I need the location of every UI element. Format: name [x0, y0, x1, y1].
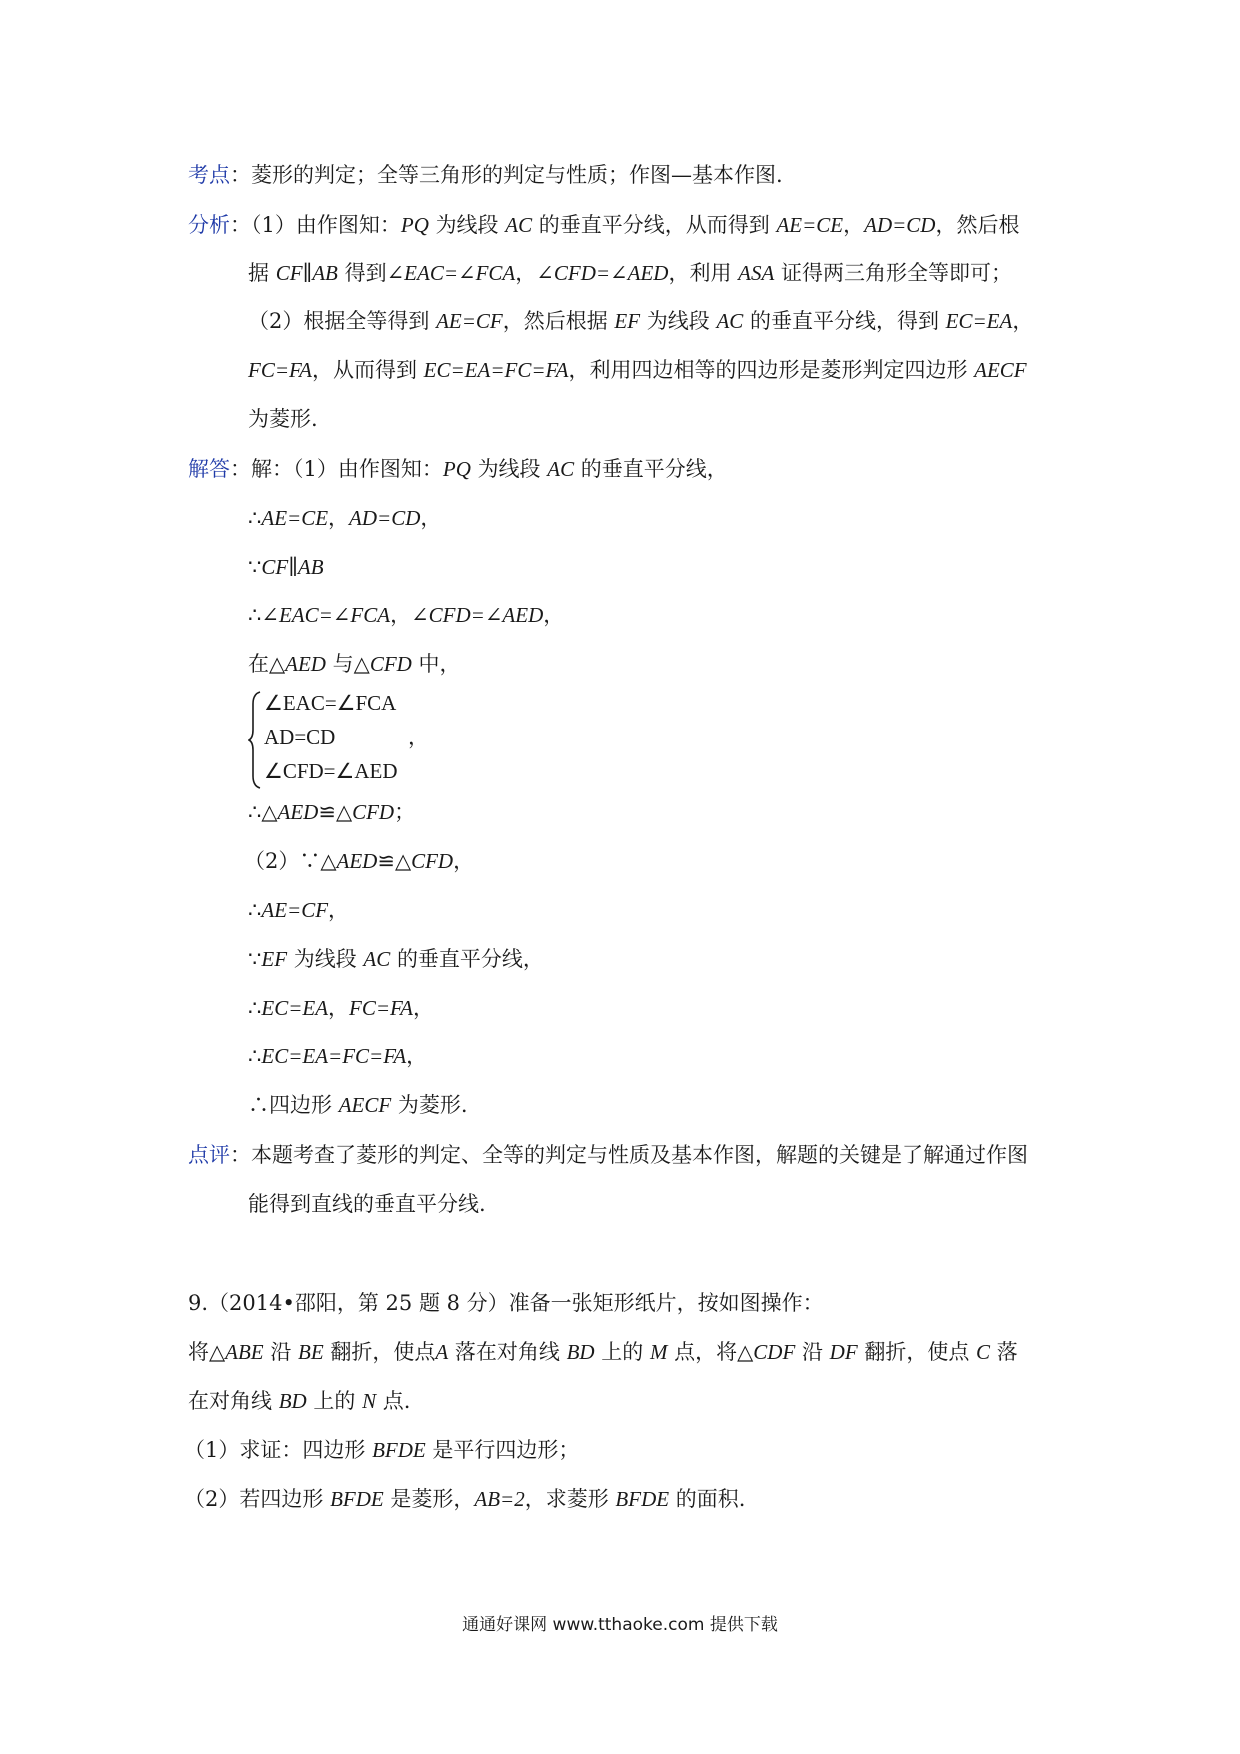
- text-fragment: 沿: [801, 1340, 823, 1364]
- text-fragment: （2）若四边形: [184, 1487, 324, 1511]
- dianping-label: 点评: [188, 1143, 230, 1167]
- text-fragment: 在△: [248, 652, 286, 676]
- text-fragment: ：本题考查了菱形的判定、全等的判定与性质及基本作图，解题的关键是了解通过作图: [230, 1143, 1028, 1167]
- text-fragment: ∴: [248, 1044, 262, 1068]
- jieda-line-9: [248, 944, 544, 974]
- text-fragment: 的垂直平分线，从而得到: [538, 213, 770, 237]
- text-fragment: 能得到直线的垂直平分线.: [248, 1192, 486, 1216]
- fenxi-line-4: [248, 355, 1027, 385]
- text-fragment: ∵: [248, 555, 262, 579]
- text-fragment: 为线段: [293, 947, 357, 971]
- text-fragment: CF∥AB: [261, 555, 324, 579]
- text-fragment: ，然后根据: [502, 309, 608, 333]
- text-fragment: CFD: [369, 652, 412, 676]
- fenxi-line-3: [248, 306, 1033, 336]
- text-fragment: EC=EA=FC=FA: [423, 358, 569, 382]
- text-fragment: ，: [843, 213, 865, 237]
- text-fragment: AD=CD: [864, 213, 936, 237]
- text-fragment: ，: [543, 603, 565, 627]
- text-fragment: ；: [394, 800, 416, 824]
- jieda-line-2: [248, 503, 441, 533]
- equation-system: [248, 690, 448, 790]
- text-fragment: 的垂直平分线，得到: [749, 309, 939, 333]
- text-fragment: BFDE: [372, 1438, 426, 1462]
- text-fragment: 的垂直平分线，: [580, 457, 728, 481]
- text-fragment: AECF: [974, 358, 1027, 382]
- text-fragment: 上的: [601, 1340, 644, 1364]
- text-fragment: EC=EA: [945, 309, 1013, 333]
- text-fragment: ，: [413, 996, 435, 1020]
- equation-row-3: ∠CFD=∠AED: [264, 759, 398, 783]
- text-fragment: （2）根据全等得到: [248, 309, 430, 333]
- text-fragment: 中，: [418, 652, 461, 676]
- equation-comma: ，: [408, 725, 429, 749]
- dianping-line-2: [248, 1189, 486, 1219]
- text-fragment: ∴: [248, 996, 262, 1020]
- text-fragment: C: [976, 1340, 991, 1364]
- jieda-line-7: [244, 846, 474, 876]
- text-fragment: ，: [328, 506, 350, 530]
- text-fragment: ，: [420, 506, 442, 530]
- problem9-line-2: [188, 1337, 1018, 1367]
- text-fragment: ，: [453, 849, 475, 873]
- text-fragment: EC=EA: [261, 996, 329, 1020]
- text-fragment: 将△: [188, 1340, 226, 1364]
- text-fragment: ，然后根: [935, 213, 1020, 237]
- text-fragment: AE=CE: [261, 506, 329, 530]
- text-fragment: ，: [390, 603, 412, 627]
- text-fragment: ：菱形的判定；全等三角形的判定与性质；作图—基本作图.: [230, 163, 783, 187]
- kaodian-label: 考点: [188, 163, 230, 187]
- text-fragment: ASA: [738, 261, 775, 285]
- jieda-line-5: [248, 649, 461, 679]
- text-fragment: 为线段: [646, 309, 710, 333]
- fenxi-line-2: [248, 258, 1012, 288]
- text-fragment: EC=EA=FC=FA: [261, 1044, 407, 1068]
- text-fragment: AB=2: [474, 1487, 525, 1511]
- text-fragment: ，: [515, 261, 537, 285]
- text-fragment: ，从而得到: [311, 358, 417, 382]
- text-fragment: 是菱形，: [390, 1487, 475, 1511]
- text-fragment: ∠CFD=∠AED: [411, 603, 544, 627]
- dianping-line-1: [188, 1140, 1028, 1170]
- jieda-line-4: [248, 600, 564, 630]
- jieda-label: 解答: [188, 457, 230, 481]
- problem9-line-5: [184, 1484, 745, 1514]
- text-fragment: ∴: [248, 603, 262, 627]
- text-fragment: 点.: [382, 1389, 411, 1413]
- text-fragment: 的面积.: [675, 1487, 746, 1511]
- text-fragment: 为菱形.: [397, 1093, 468, 1117]
- text-fragment: AC: [716, 309, 744, 333]
- text-fragment: 为线段: [435, 213, 499, 237]
- problem9-line-1: [188, 1288, 824, 1318]
- text-fragment: ，利用四边相等的四边形是菱形判定四边形: [568, 358, 968, 382]
- text-fragment: ≌△: [377, 849, 412, 873]
- text-fragment: ∠EAC=∠FCA: [261, 603, 391, 627]
- text-fragment: 是平行四边形；: [432, 1438, 580, 1462]
- jieda-line-3: [248, 552, 324, 582]
- text-fragment: 为线段: [477, 457, 541, 481]
- text-fragment: 为菱形.: [248, 407, 318, 431]
- jieda-line-11: [248, 1041, 427, 1071]
- text-fragment: 沿: [270, 1340, 292, 1364]
- text-fragment: AE=CF: [436, 309, 503, 333]
- text-fragment: AE=CF: [261, 898, 329, 922]
- text-fragment: AC: [505, 213, 533, 237]
- jieda-line-8: [248, 895, 349, 925]
- text-fragment: （2）∵△: [244, 849, 337, 873]
- text-fragment: ∠CFD=∠AED: [536, 261, 669, 285]
- text-fragment: ：解：（1）由作图知：: [230, 457, 443, 481]
- text-fragment: AED: [277, 800, 319, 824]
- text-fragment: AC: [363, 947, 391, 971]
- text-fragment: 在对角线: [188, 1389, 272, 1413]
- fenxi-line-5: [248, 404, 318, 434]
- equation-row-1: ∠EAC=∠FCA: [264, 691, 397, 715]
- text-fragment: 翻折，使点: [330, 1340, 436, 1364]
- jieda-line-10: [248, 993, 434, 1023]
- text-fragment: AED: [336, 849, 378, 873]
- text-fragment: （1）求证：四边形: [184, 1438, 366, 1462]
- jieda-line-6: [248, 797, 415, 827]
- text-fragment: 上的: [313, 1389, 356, 1413]
- text-fragment: BE: [298, 1340, 324, 1364]
- text-fragment: ，求菱形: [524, 1487, 609, 1511]
- problem9-line-4: [184, 1435, 579, 1465]
- fenxi-label: 分析: [188, 213, 230, 237]
- text-fragment: 点，将△: [674, 1340, 754, 1364]
- kaodian-line: [188, 160, 783, 190]
- text-fragment: 的垂直平分线，: [396, 947, 544, 971]
- text-fragment: ≌△: [318, 800, 353, 824]
- fenxi-line-1: [188, 210, 1019, 240]
- text-fragment: ∴: [248, 898, 262, 922]
- text-fragment: ABE: [225, 1340, 264, 1364]
- text-fragment: 据: [248, 261, 269, 285]
- text-fragment: AECF: [338, 1093, 392, 1117]
- text-fragment: FC=FA: [349, 996, 414, 1020]
- text-fragment: A: [435, 1340, 449, 1364]
- text-fragment: 得到: [344, 261, 387, 285]
- text-fragment: CDF: [753, 1340, 796, 1364]
- problem9-line-3: [188, 1386, 410, 1416]
- text-fragment: ，: [328, 898, 350, 922]
- text-fragment: ，: [328, 996, 350, 1020]
- text-fragment: EF: [261, 947, 288, 971]
- text-fragment: ∴四边形: [248, 1093, 332, 1117]
- text-fragment: FC=FA: [248, 358, 312, 382]
- text-fragment: DF: [829, 1340, 858, 1364]
- jieda-line-1: [188, 454, 728, 484]
- text-fragment: M: [649, 1340, 668, 1364]
- text-fragment: CF∥AB: [275, 261, 338, 285]
- text-fragment: AED: [285, 652, 326, 676]
- text-fragment: AC: [547, 457, 575, 481]
- text-fragment: ∴: [248, 506, 262, 530]
- text-fragment: BFDE: [615, 1487, 670, 1511]
- text-fragment: 与△: [332, 652, 370, 676]
- text-fragment: PQ: [442, 457, 471, 481]
- text-fragment: PQ: [400, 213, 429, 237]
- text-fragment: AE=CE: [776, 213, 844, 237]
- text-fragment: ，: [406, 1044, 428, 1068]
- text-fragment: AD=CD: [349, 506, 421, 530]
- text-fragment: 9.（2014•邵阳，第 25 题 8 分）准备一张矩形纸片，按如图操作：: [188, 1291, 824, 1315]
- text-fragment: BD: [566, 1340, 595, 1364]
- text-fragment: BFDE: [330, 1487, 384, 1511]
- text-fragment: CFD: [411, 849, 454, 873]
- text-fragment: ，利用: [668, 261, 732, 285]
- text-fragment: EF: [614, 309, 641, 333]
- text-fragment: 证得两三角形全等即可；: [780, 261, 1012, 285]
- equation-row-2: AD=CD: [264, 725, 336, 749]
- text-fragment: ∵: [248, 947, 262, 971]
- text-fragment: 翻折，使点: [864, 1340, 970, 1364]
- text-fragment: BD: [278, 1389, 307, 1413]
- left-brace: [248, 690, 262, 790]
- jieda-line-12: [248, 1090, 468, 1120]
- text-fragment: CFD: [352, 800, 395, 824]
- text-fragment: 落在对角线: [454, 1340, 560, 1364]
- text-fragment: N: [362, 1389, 377, 1413]
- text-fragment: 落: [996, 1340, 1018, 1364]
- text-fragment: ∠EAC=∠FCA: [386, 261, 516, 285]
- text-fragment: ，: [1012, 309, 1034, 333]
- page-footer: 通通好课网 www.tthaoke.com 提供下载: [462, 1615, 778, 1635]
- text-fragment: ∴△: [248, 800, 278, 824]
- text-fragment: ：（1）由作图知：: [230, 213, 401, 237]
